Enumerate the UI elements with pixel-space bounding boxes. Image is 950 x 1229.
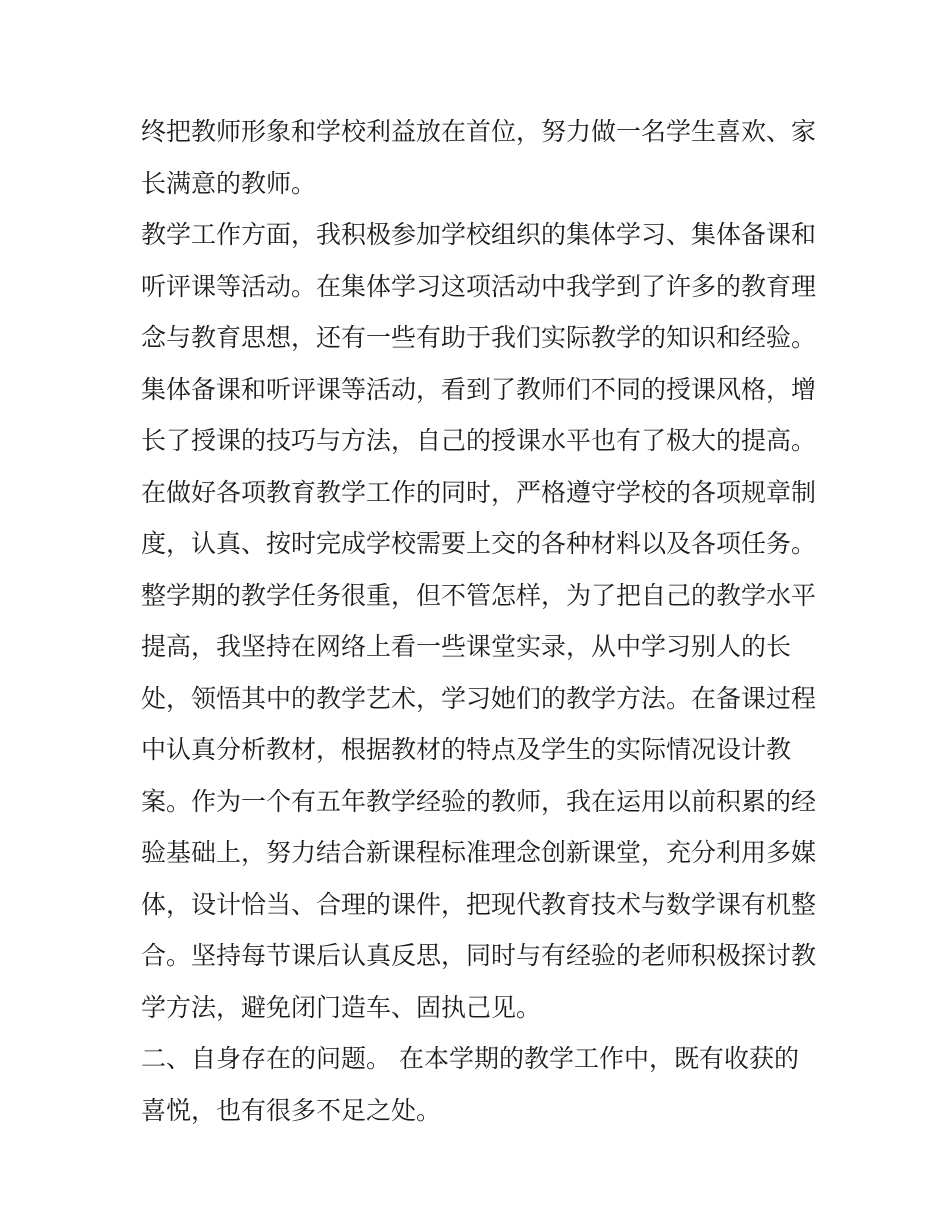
text-line-19: 二、自身存在的问题。 在本学期的教学工作中，既有收获的 — [141, 1044, 799, 1073]
text-line-6: 集体备课和听评课等活动，看到了教师们不同的授课风格，增 — [141, 374, 817, 404]
text-line-12: 处，领悟其中的教学艺术，学习她们的教学方法。在备课过程 — [141, 683, 817, 713]
text-line-13: 中认真分析教材，根据教材的特点及学生的实际情况设计教 — [141, 735, 792, 764]
text-line-14: 案。作为一个有五年教学经验的教师，我在运用以前积累的经 — [141, 786, 817, 816]
text-line-7: 长了授课的技巧与方法，自己的授课水平也有了极大的提高。 — [141, 426, 817, 455]
text-line-4: 听评课等活动。在集体学习这项活动中我学到了许多的教育理 — [141, 271, 817, 301]
text-line-18: 学方法，避免闭门造车、固执己见。 — [141, 992, 542, 1022]
text-line-11: 提高，我坚持在网络上看一些课堂实录，从中学习别人的长 — [141, 632, 792, 661]
text-line-2: 长满意的教师。 — [141, 168, 317, 198]
text-line-15: 验基础上，努力结合新课程标准理念创新课堂，充分利用多媒 — [141, 838, 817, 867]
text-line-3: 教学工作方面，我积极参加学校组织的集体学习、集体备课和 — [141, 220, 817, 249]
text-line-5: 念与教育思想，还有一些有助于我们实际教学的知识和经验。 — [141, 323, 817, 352]
text-line-9: 度，认真、按时完成学校需要上交的各种材料以及各项任务。 — [141, 529, 817, 558]
text-line-16: 体，设计恰当、合理的课件，把现代教育技术与数学课有机整 — [141, 889, 817, 919]
text-line-1: 终把教师形象和学校利益放在首位，努力做一名学生喜欢、家 — [141, 117, 817, 146]
text-line-8: 在做好各项教育教学工作的同时，严格遵守学校的各项规章制 — [141, 477, 817, 507]
text-line-20: 喜悦，也有很多不足之处。 — [141, 1095, 442, 1125]
text-line-10: 整学期的教学任务很重，但不管怎样，为了把自己的教学水平 — [141, 580, 817, 610]
text-line-17: 合。坚持每节课后认真反思，同时与有经验的老师积极探讨教 — [141, 941, 817, 970]
document-body — [141, 106, 821, 1136]
